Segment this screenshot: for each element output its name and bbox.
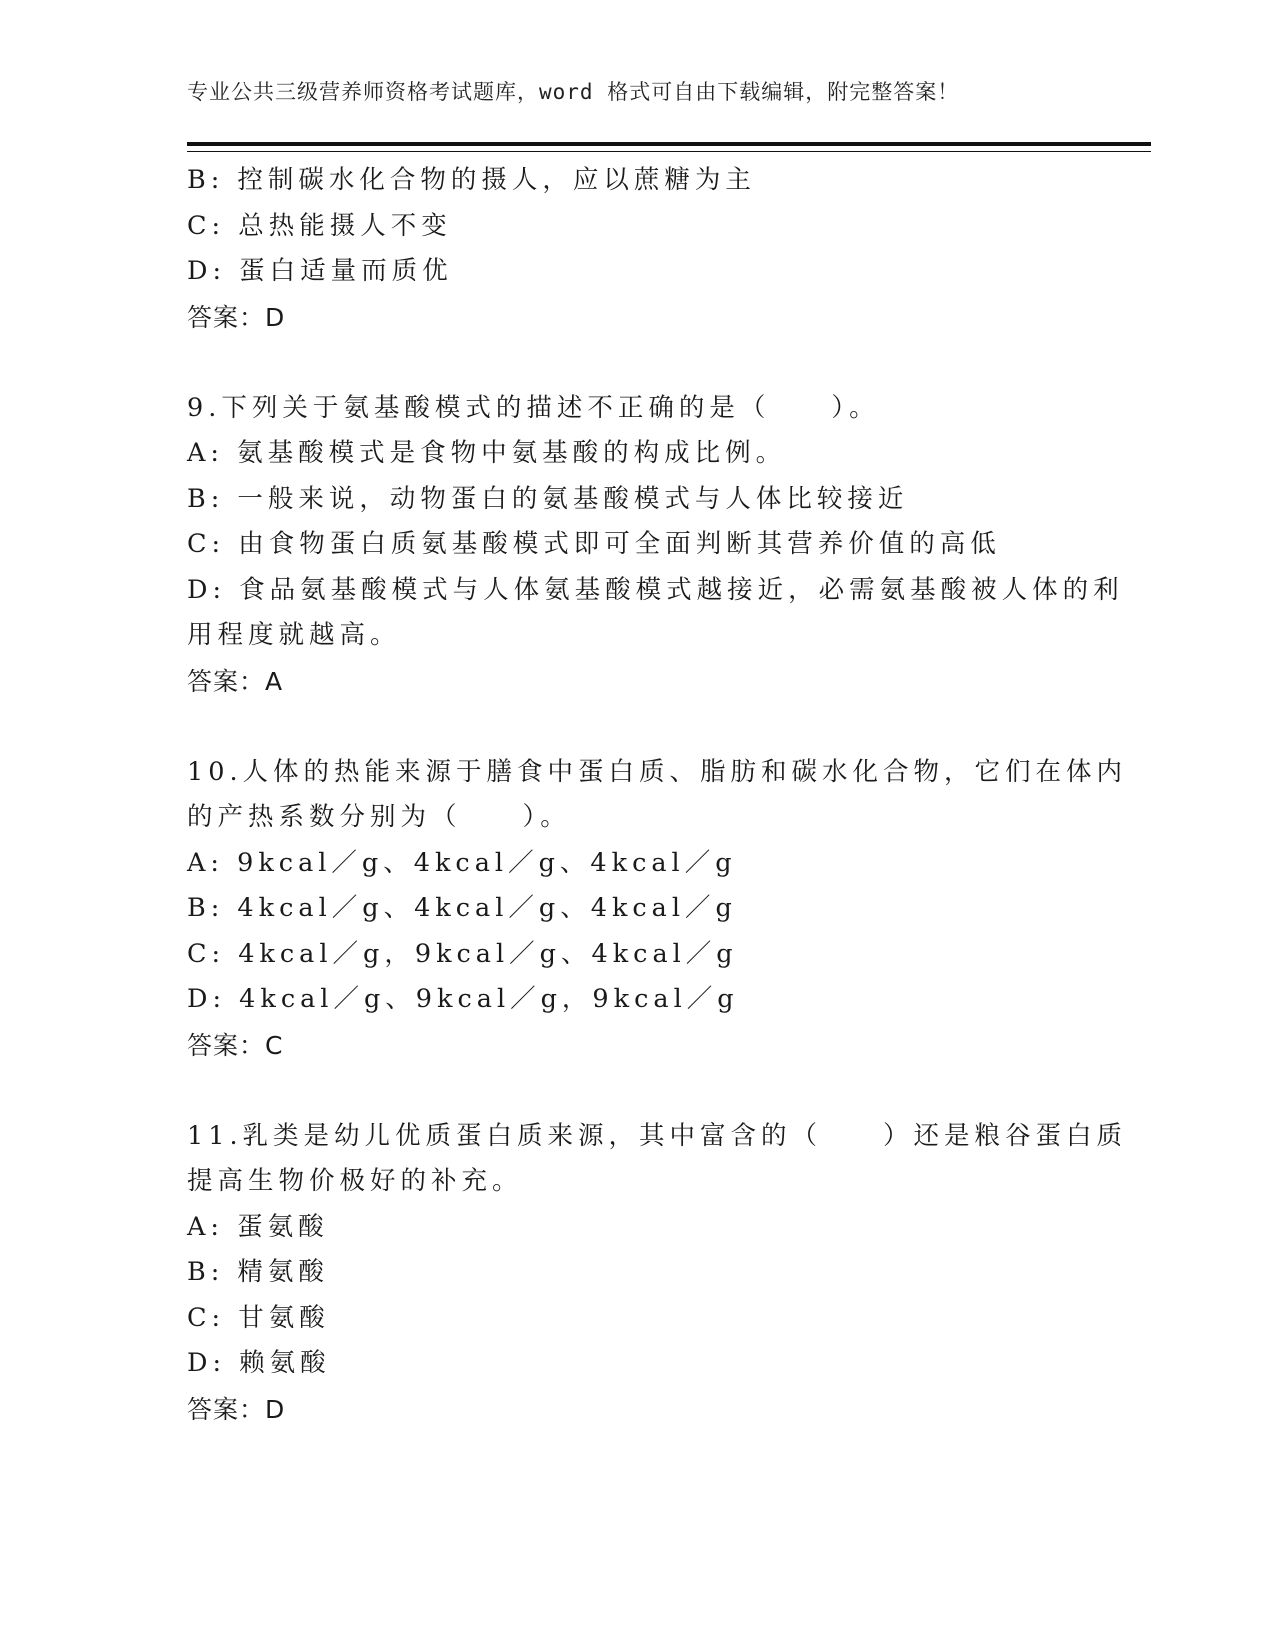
page-header: 专业公共三级营养师资格考试题库，word 格式可自由下载编辑，附完整答案！ [187,80,960,104]
answer: 答案：C [187,1030,284,1060]
option-a: A: 蛋氨酸 [187,1211,329,1242]
option-b: B: 一般来说，动物蛋白的氨基酸模式与人体比较接近 [187,483,909,514]
question-stem-continued: 提高生物价极好的补充。 [187,1166,523,1196]
option-b: B: 控制碳水化合物的摄人，应以蔗糖为主 [187,165,756,195]
option-a: A: 氨基酸模式是食物中氨基酸的构成比例。 [187,438,787,468]
option-a: A: 9kcal／g、4kcal／g、4kcal／g [187,847,737,878]
option-d: D: 蛋白适量而质优 [187,256,453,286]
option-b: B: 4kcal／g、4kcal／g、4kcal／g [187,893,737,923]
option-c: C: 甘氨酸 [187,1302,330,1333]
option-c: C: 总热能摄人不变 [187,210,452,241]
header-rule-thin [187,151,1151,152]
question-stem-continued: 的产热系数分别为（ ）。 [187,802,571,832]
question-content [187,158,1128,1432]
option-d: D: 食品氨基酸模式与人体氨基酸模式越接近，必需氨基酸被人体的利 [187,574,1124,605]
option-c: C: 由食物蛋白质氨基酸模式即可全面判断其营养价值的高低 [187,529,1001,559]
question-10 [187,750,1128,1069]
option-d: D: 赖氨酸 [187,1348,331,1378]
question-stem: 9.下列关于氨基酸模式的描述不正确的是（ ）。 [187,392,880,423]
option-d-continued: 用程度就越高。 [187,620,401,650]
question-9 [187,386,1124,705]
question-stem: 10.人体的热能来源于膳食中蛋白质、脂肪和碳水化合物，它们在体内 [187,756,1128,787]
answer: 答案：D [187,1394,286,1424]
question-stem: 11.乳类是幼儿优质蛋白质来源，其中富含的（ ）还是粮谷蛋白质 [187,1120,1128,1151]
question-11 [187,1114,1128,1433]
option-c: C: 4kcal／g，9kcal／g、4kcal／g [187,938,738,969]
option-d: D: 4kcal／g、9kcal／g，9kcal／g [187,984,739,1014]
question-8 [187,158,1087,340]
header-rule-thick [187,142,1151,146]
answer: 答案：D [187,302,286,332]
option-b: B: 精氨酸 [187,1257,329,1287]
answer: 答案：A [187,666,284,696]
